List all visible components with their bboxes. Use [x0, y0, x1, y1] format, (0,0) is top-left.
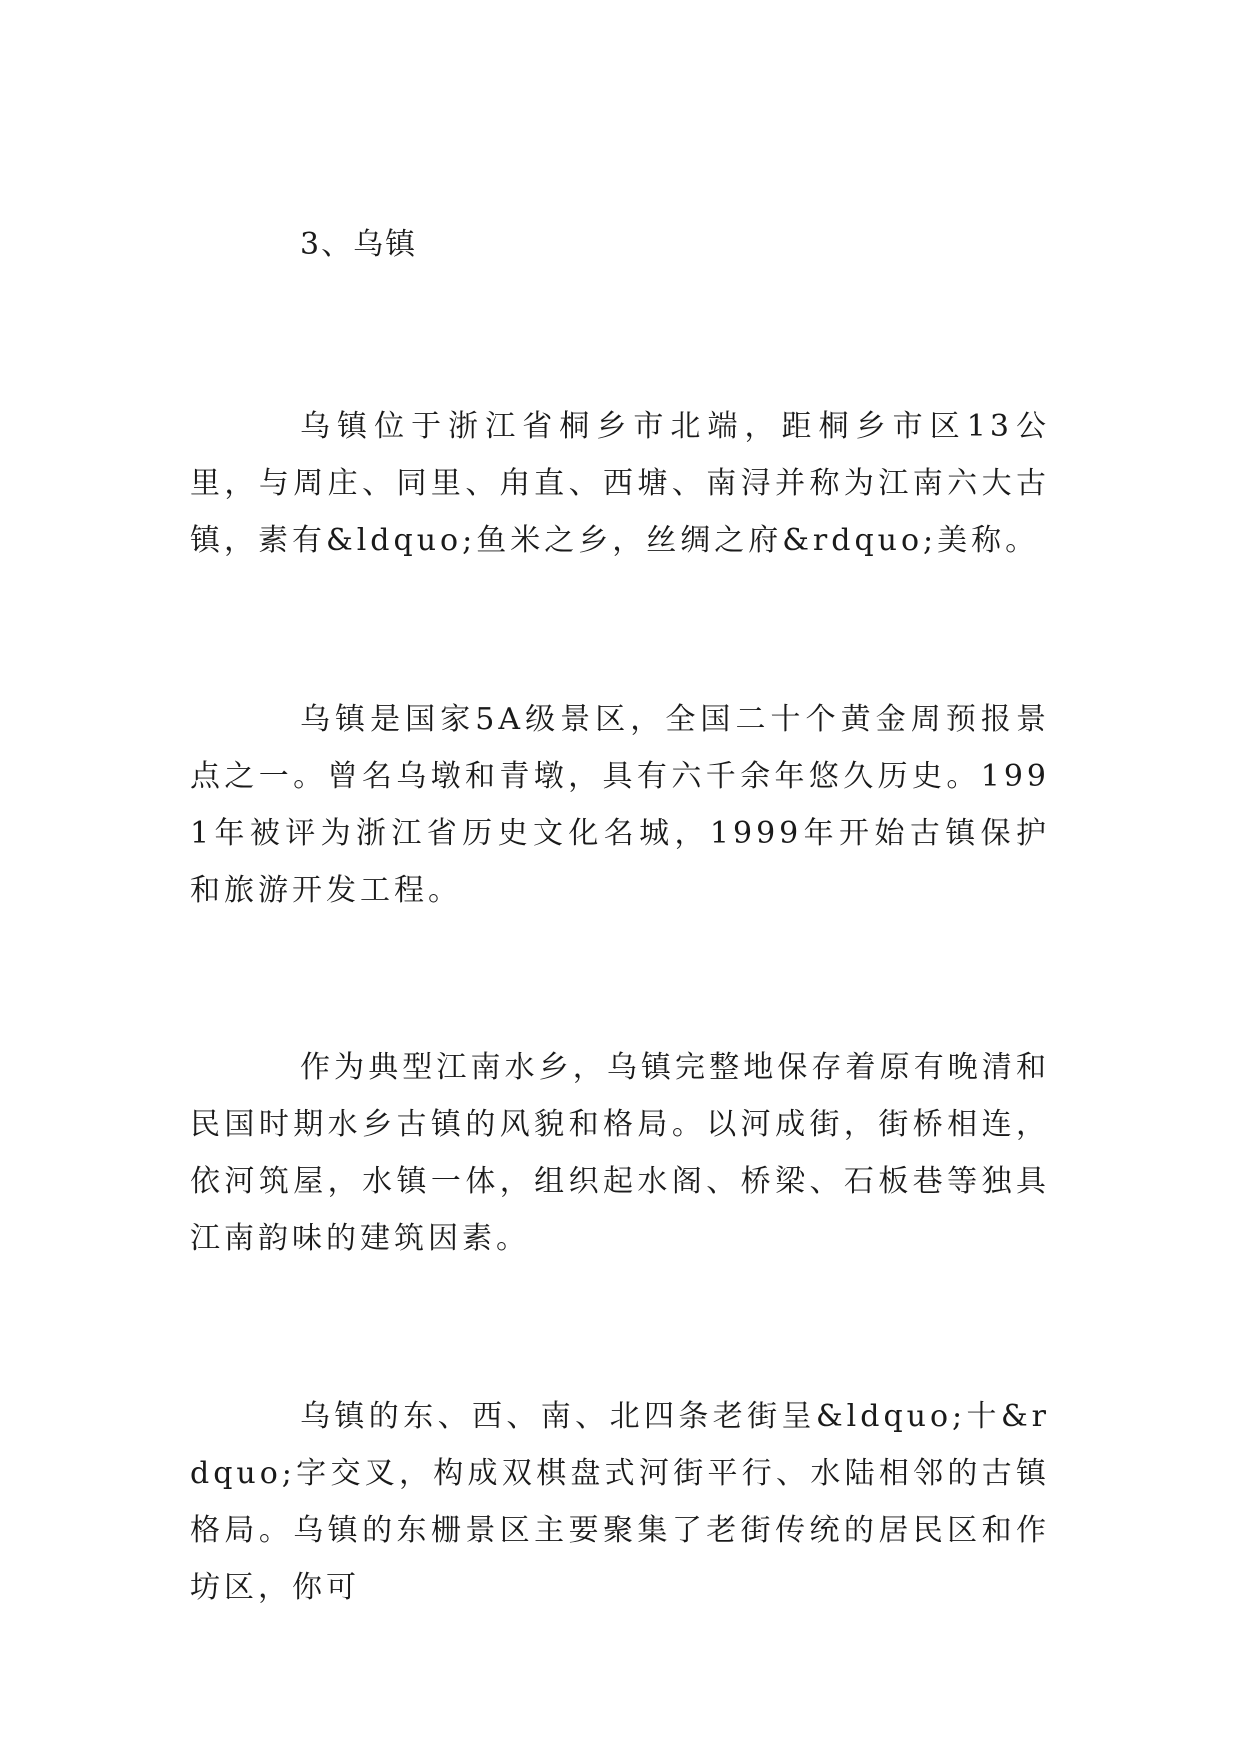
section-heading: 3、乌镇 [300, 227, 418, 262]
paragraph: 乌镇的东、西、南、北四条老街呈&ldquo;十&rdquo;字交叉，构成双棋盘式河街平行、水陆相邻的古镇格局。乌镇的东栅景区主要聚集了老街传统的居民区和作坊区，你可 [190, 1399, 1050, 1605]
paragraph: 作为典型江南水乡，乌镇完整地保存着原有晚清和民国时期水乡古镇的风貌和格局。以河成街，街桥相连，依河筑屋，水镇一体，组织起水阁、桥梁、石板巷等独具江南韵味的建筑因素。 [190, 1050, 1050, 1256]
spacer [190, 272, 1050, 398]
spacer [190, 1267, 1050, 1388]
paragraph: 乌镇位于浙江省桐乡市北端，距桐乡市区13公里，与周庄、同里、甪直、西塘、南浔并称为江南六大古镇，素有&ldquo;鱼米之乡，丝绸之府&rdquo;美称。 [190, 409, 1050, 558]
paragraph: 乌镇是国家5A级景区，全国二十个黄金周预报景点之一。曾名乌墩和青墩，具有六千余年悠久历史。1991年被评为浙江省历史文化名城，1999年开始古镇保护和旅游开发工程。 [190, 702, 1050, 908]
document-body [190, 218, 1050, 1616]
spacer [190, 919, 1050, 1039]
spacer [190, 569, 1050, 691]
